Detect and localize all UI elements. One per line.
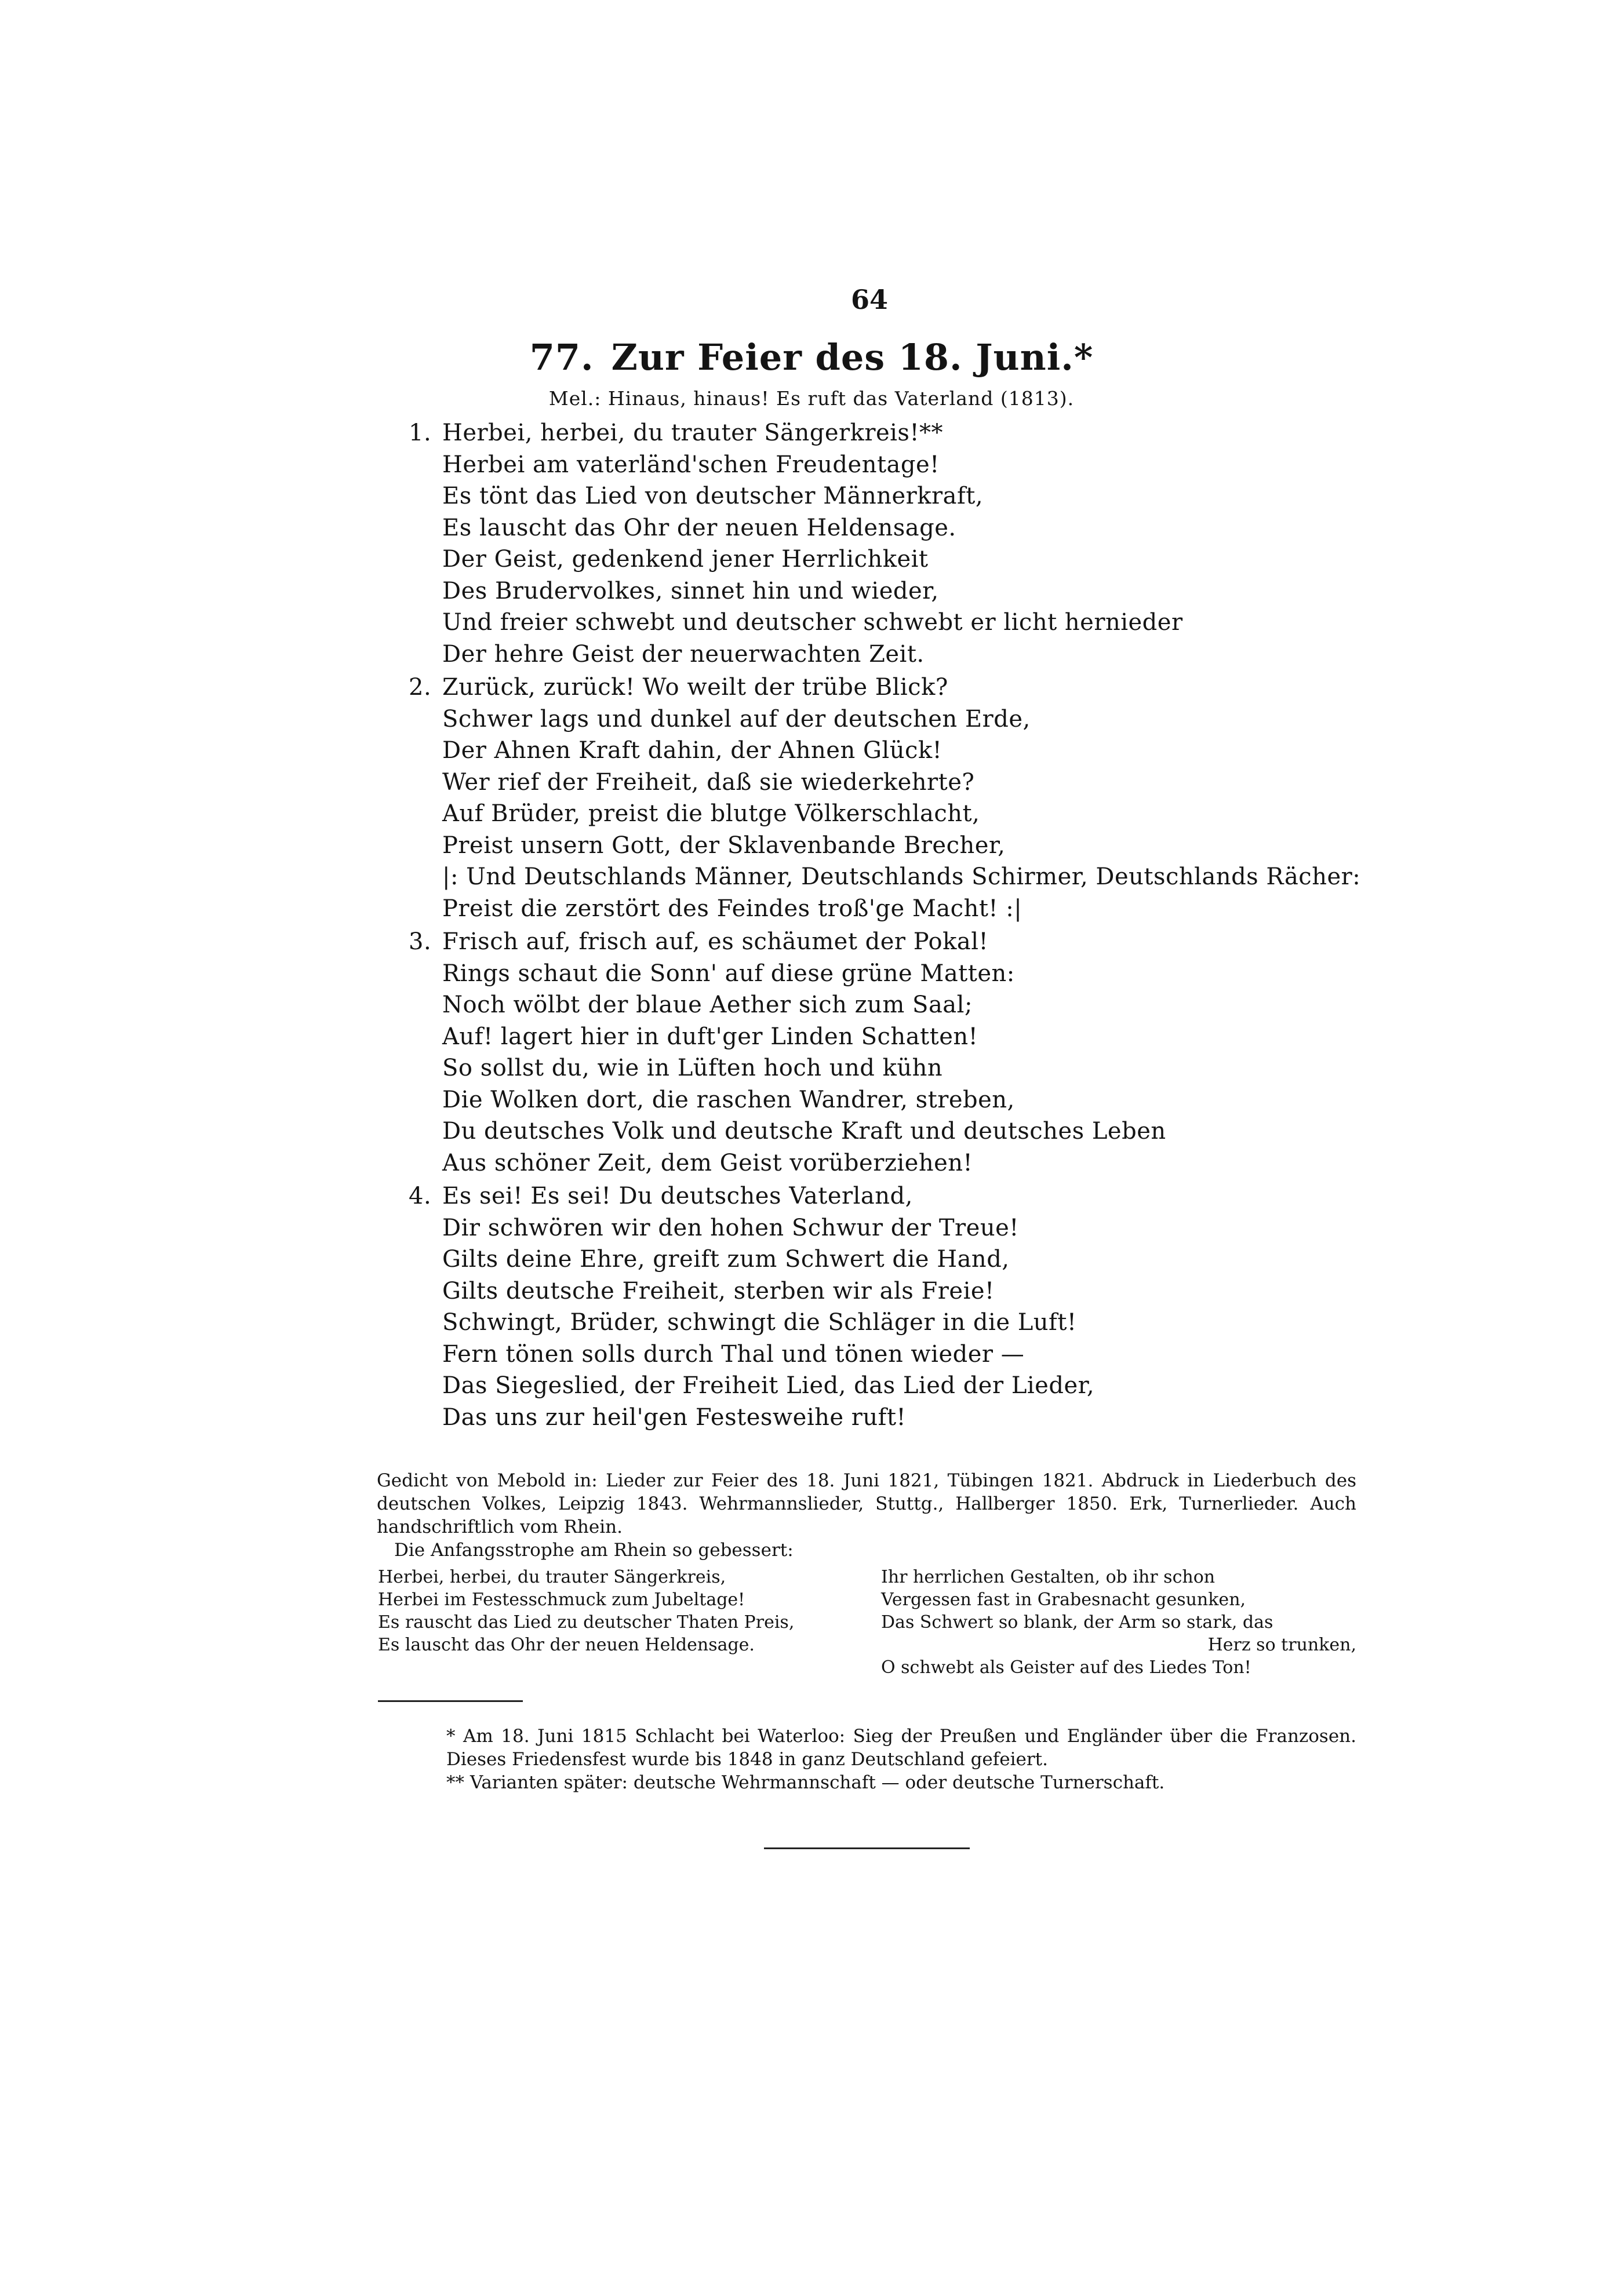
verse-line: Die Wolken dort, die raschen Wandrer, streben, <box>442 1086 1015 1113</box>
verse-line: Rings schaut die Sonn' auf diese grüne Matten: <box>442 960 1015 987</box>
melody-line: Mel.: Hinaus, hinaus! Es ruft das Vaterland (1813). <box>548 387 1075 410</box>
footnote-1: * Am 18. Juni 1815 Schlacht bei Waterloo: Sieg der Preußen und Engländer über die Franzosen. Dieses Friedensfest wurde bis 1848 in ganz Deutschland gefeiert. <box>446 1726 1356 1770</box>
poem <box>409 417 1394 1435</box>
verse-line: Es tönt das Lied von deutscher Männerkraft, <box>442 483 984 509</box>
song-title <box>0 336 1623 378</box>
stanza-2 <box>409 672 1394 924</box>
verse-line: Und freier schwebt und deutscher schwebt er licht hernieder <box>442 609 1183 636</box>
verse-line: Du deutsches Volk und deutsche Kraft und deutsches Leben <box>442 1118 1166 1145</box>
verse-line: So sollst du, wie in Lüften hoch und kühn <box>442 1055 943 1081</box>
variant-line: Ihr herrlichen Gestalten, ob ihr schon <box>881 1567 1216 1587</box>
verse-line: Der Ahnen Kraft dahin, der Ahnen Glück! <box>442 737 942 764</box>
verse-line: Der hehre Geist der neuerwachten Zeit. <box>442 640 925 668</box>
verse-line: Auf Brüder, preist die blutge Völkerschlacht, <box>442 800 980 827</box>
variant-left-column <box>378 1566 853 1656</box>
variant-line: Es rauscht das Lied zu deutscher Thaten Preis, <box>378 1612 795 1632</box>
variant-right-column <box>881 1566 1356 1679</box>
stanza-3 <box>409 926 1394 1179</box>
end-divider <box>764 1847 970 1849</box>
verse-line: Der Geist, gedenkend jener Herrlichkeit <box>442 546 929 573</box>
variant-line: O schwebt als Geister auf des Liedes Ton! <box>881 1657 1251 1678</box>
verse-line: Das Siegeslied, der Freiheit Lied, das Lied der Lieder, <box>442 1372 1095 1399</box>
verse-line: Schwer lags und dunkel auf der deutschen Erde, <box>442 705 1031 732</box>
footnote-divider <box>378 1700 523 1702</box>
verse-line: Auf! lagert hier in duft'ger Linden Schatten! <box>442 1023 978 1050</box>
stanza-number: 2. <box>409 674 432 701</box>
variant-line: Vergessen fast in Grabesnacht gesunken, <box>881 1590 1246 1610</box>
page-number: 64 <box>850 284 888 315</box>
source-note <box>377 1469 1356 1562</box>
verse-line: Fern tönen solls durch Thal und tönen wieder — <box>442 1340 1025 1368</box>
song-title-text: Zur Feier des 18. Juni.* <box>611 336 1094 378</box>
verse-line: 2. Zurück, zurück! Wo weilt der trübe Blick? <box>409 672 1394 704</box>
verse-line: 1. Herbei, herbei, du trauter Sängerkreis!** <box>409 417 1394 449</box>
footnotes <box>377 1725 1356 1794</box>
verse-line: Aus schöner Zeit, dem Geist vorüberziehen! <box>442 1149 973 1176</box>
verse-line: Wer rief der Freiheit, daß sie wiederkehrte? <box>442 768 975 796</box>
stanza-number: 3. <box>409 928 432 955</box>
verse-line: Es lauscht das Ohr der neuen Heldensage. <box>442 514 956 541</box>
verse-line: |: Und Deutschlands Männer, Deutschlands Schirmer, Deutschlands Rächer: <box>442 863 1361 890</box>
variant-line: Das Schwert so blank, der Arm so stark, das <box>881 1612 1273 1632</box>
variant-line: Herbei im Festesschmuck zum Jubeltage! <box>378 1590 745 1610</box>
verse-line: Des Brudervolkes, sinnet hin und wieder, <box>442 577 939 604</box>
variant-line: Es lauscht das Ohr der neuen Heldensage. <box>378 1635 755 1655</box>
verse-line: Dir schwören wir den hohen Schwur der Treue! <box>442 1214 1019 1241</box>
verse-line: Herbei am vaterländ'schen Freudentage! <box>442 451 940 478</box>
verse-line: Gilts deine Ehre, greift zum Schwert die Hand, <box>442 1246 1010 1273</box>
verse-line: Gilts deutsche Freiheit, sterben wir als Freie! <box>442 1277 995 1304</box>
stanza-4 <box>409 1180 1394 1433</box>
song-number: 77. <box>529 336 594 378</box>
footnote-2: ** Varianten später: deutsche Wehrmannschaft — oder deutsche Turnerschaft. <box>446 1772 1165 1793</box>
verse-line: 3. Frisch auf, frisch auf, es schäumet der Pokal! <box>409 926 1394 958</box>
variant-intro: Die Anfangsstrophe am Rhein so gebessert: <box>394 1540 794 1561</box>
verse-line: Schwingt, Brüder, schwingt die Schläger in die Luft! <box>442 1309 1077 1336</box>
verse-line: 4. Es sei! Es sei! Du deutsches Vaterland, <box>409 1180 1394 1212</box>
verse-line: Preist unsern Gott, der Sklavenbande Brecher, <box>442 832 1006 859</box>
source-text: Gedicht von Mebold in: Lieder zur Feier des 18. Juni 1821, Tübingen 1821. Abdruck in Liederbuch des deutschen Volkes, Leipzig 1843. Wehrmannslieder, Stuttg., Hallberger 1850. Erk, Turnerlieder. Auch handschriftlich vom Rhein. <box>377 1470 1356 1537</box>
variant-line: Herbei, herbei, du trauter Sängerkreis, <box>378 1567 726 1587</box>
stanza-number: 4. <box>409 1183 432 1209</box>
variant-line: Herz so trunken, <box>1207 1635 1356 1655</box>
verse-line: Preist die zerstört des Feindes troß'ge Macht! :| <box>442 895 1022 922</box>
verse-line: Noch wölbt der blaue Aether sich zum Saal; <box>442 992 973 1018</box>
stanza-number: 1. <box>409 420 432 446</box>
stanza-1 <box>409 417 1394 670</box>
verse-line: Das uns zur heil'gen Festesweihe ruft! <box>442 1404 907 1431</box>
